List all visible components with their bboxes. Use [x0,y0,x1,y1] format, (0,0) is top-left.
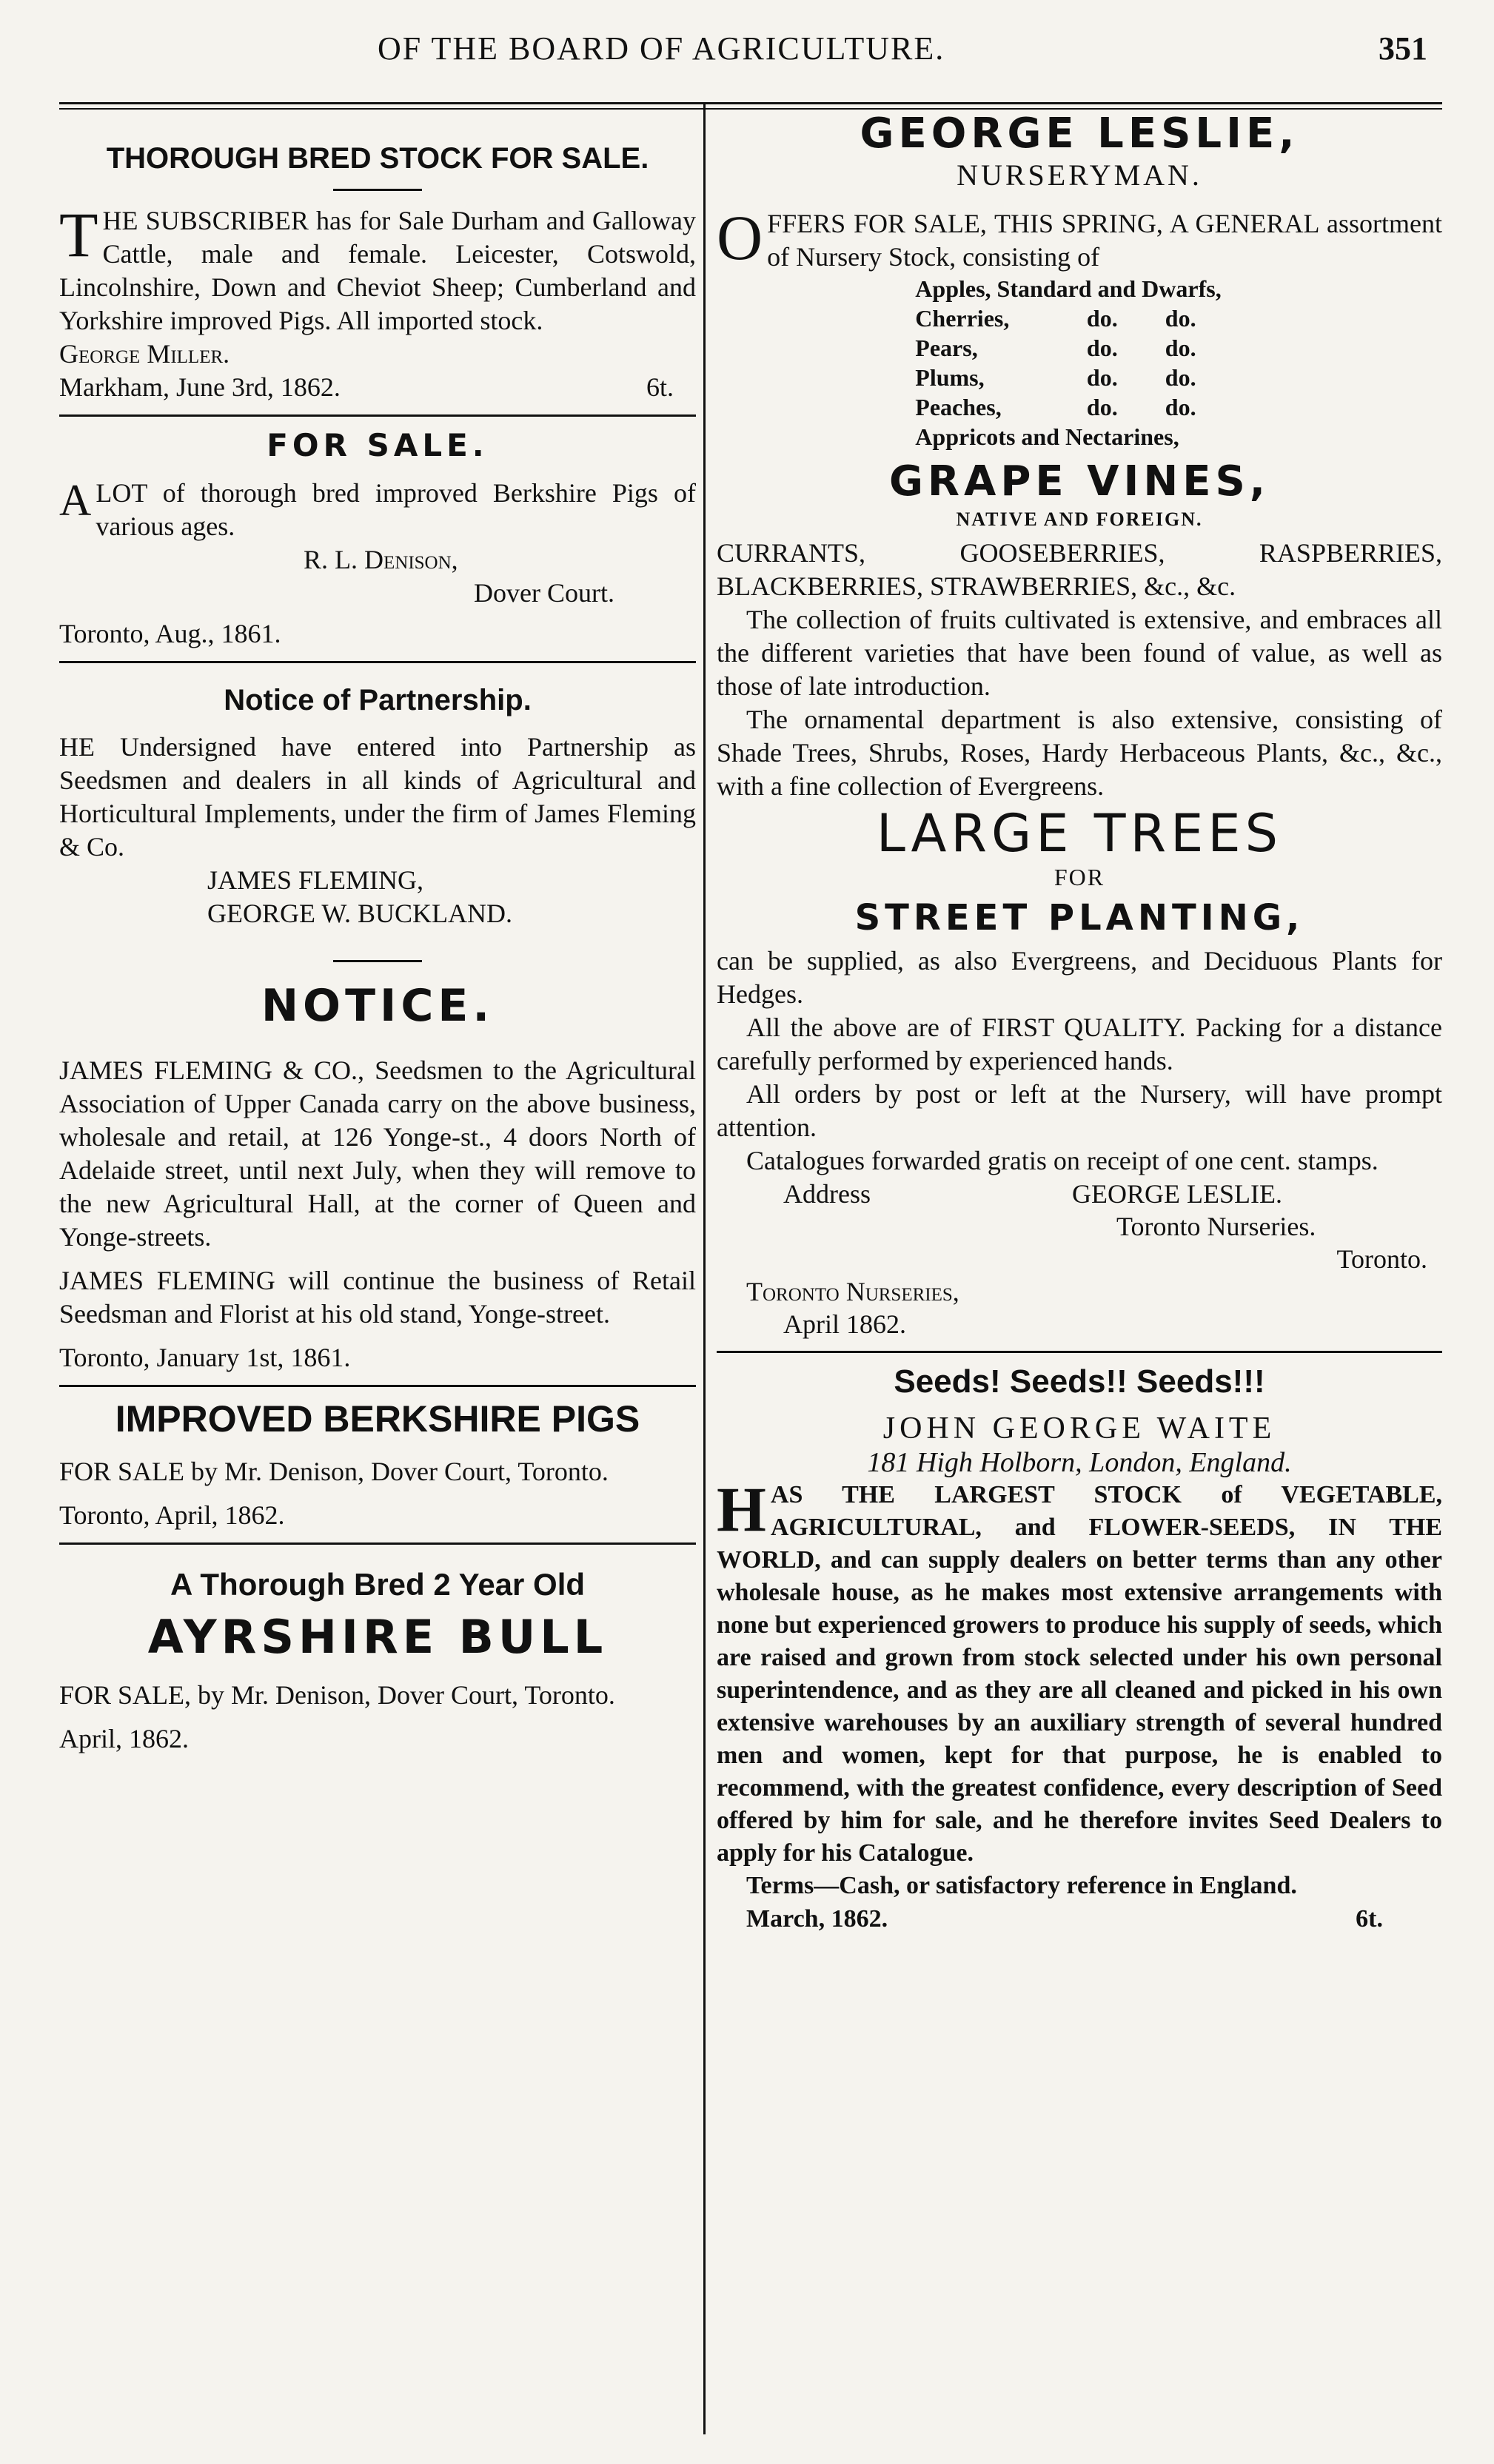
stock-variant: do. [1165,394,1196,420]
stock-item: Peaches, [915,394,1002,420]
ad-notice-of-partnership [59,684,696,962]
ad-seeds [717,1363,1442,1936]
grape-vines-sub: NATIVE AND FOREIGN. [956,508,1203,530]
ad-heading: NOTICE. [261,980,495,1032]
stock-variant: do. [1165,364,1196,391]
ad-dateline: Toronto, April, 1862. [59,1500,285,1530]
right-column [717,104,1442,2442]
ad-george-leslie [717,110,1442,1340]
ad-dateline: March, 1862. 6t. [746,1905,1383,1933]
stock-item: Appricots and Nectarines, [915,423,1179,450]
ad-improved-berkshire-pigs [59,1397,696,1532]
ad-ayrshire-bull [59,1567,696,1756]
address-line: Toronto. [1336,1244,1427,1274]
nursery-trade: NURSERYMAN. [957,158,1202,192]
stock-item: Cherries, [915,305,1010,332]
address-block [717,1178,1442,1275]
ad-paragraph: The ornamental department is also extensive, consisting of Shade Trees, Shrubs, Roses, Hardy Herbaceous Plants, &c., &c., with a fine collection of Evergreens. [717,705,1442,801]
ad-heading: IMPROVED BERKSHIRE PIGS [115,1398,640,1440]
ad-signature: George Miller. [59,339,230,369]
page-number: 351 [1379,30,1427,67]
page-header [67,30,1427,81]
nursery-name: GEORGE LESLIE, [860,110,1299,158]
ad-dateline: Toronto, January 1st, 1861. [59,1343,351,1372]
ad-dateline: Toronto, Aug., 1861. [59,619,281,648]
street-planting-heading: STREET PLANTING, [854,897,1304,939]
stock-variant: do. [1086,305,1118,332]
stock-row [915,422,1243,451]
ad-footer: Toronto Nurseries, [746,1277,959,1306]
stock-row [915,274,1243,303]
ad-intro: OFFERS FOR SALE, THIS SPRING, A GENERAL assortment of Nursery Stock, consisting of [717,202,1442,273]
stock-row [915,392,1243,422]
ad-notice [59,980,696,1374]
ad-dateline: April, 1862. [59,1724,189,1753]
ad-terms: Terms—Cash, or satisfactory reference in England. [746,1872,1297,1899]
drop-cap: A [59,476,92,525]
ad-dateline: Markham, June 3rd, 1862. 6t. [59,372,674,402]
ad-heading: A Thorough Bred 2 Year Old [170,1567,586,1602]
ad-body: THE SUBSCRIBER has for Sale Durham and Galloway Cattle, male and female. Leicester, Cotswold, Lincolnshire, Down and Cheviot Sheep; Cumberland and Yorkshire improved Pigs. All imported stock. [59,199,696,335]
partner-name: GEORGE W. BUCKLAND. [207,899,513,928]
drop-cap: H [717,1474,766,1545]
divider [333,189,422,191]
ad-paragraph: can be supplied, as also Evergreens, and Deciduous Plants for Hedges. [717,946,1442,1009]
running-head: OF THE BOARD OF AGRICULTURE. [378,30,945,67]
stock-row [915,363,1243,392]
seedsman-address: 181 High Holborn, London, England. [867,1447,1292,1478]
partner-name: JAMES FLEMING, [207,865,424,895]
ad-thorough-bred-stock [59,142,696,404]
stock-item: Pears, [915,335,978,361]
ad-footer: April 1862. [783,1309,906,1339]
large-trees-heading: LARGE TREES [876,803,1283,864]
address-name: GEORGE LESLIE. [1072,1179,1282,1209]
ad-body-2: JAMES FLEMING will continue the business of Retail Seedsman and Florist at his old stand, Yonge-street. [59,1266,696,1329]
section-rule [59,414,696,417]
ad-signature-place: Dover Court. [474,578,614,608]
stock-variant: do. [1086,335,1118,361]
address-line: Toronto Nurseries. [1116,1212,1316,1241]
ad-heading: THOROUGH BRED STOCK FOR SALE. [106,142,649,175]
ad-heading: FOR SALE. [267,427,489,463]
stock-list [915,274,1243,451]
section-rule [59,1385,696,1387]
ad-body: HAS THE LARGEST STOCK of VEGETABLE, AGRICULTURAL, and FLOWER-SEEDS, IN THE WORLD, and can supply dealers on better terms than any other wholesale house, as he makes most extensive arrangements with none but experienced growers to produce his supply of seeds, which are raised and grown from stock selected under his own personal superintendence, and as they are all cleaned and picked in his own extensive warehouses by an auxiliary strength of several hundred men and women, kept for that purpose, he is enabled to recommend, with the greatest confidence, every description of Seed offered by him for sale, and he therefore invites Seed Dealers to apply for his Catalogue. [717,1474,1442,1867]
drop-cap: T [59,199,98,270]
ad-heading: Seeds! Seeds!! Seeds!!! [894,1363,1265,1400]
stock-variant: do. [1086,394,1118,420]
ad-for-sale-pigs [59,427,696,651]
stock-variant: do. [1165,335,1196,361]
column-divider [703,104,706,2434]
ad-paragraph: The collection of fruits cultivated is extensive, and embraces all the different varieties that have been found of value, as well as those of late introduction. [717,605,1442,701]
grape-vines-heading: GRAPE VINES, [888,457,1270,506]
ad-signature: R. L. Denison, [304,545,458,574]
stock-item: Apples, Standard and Dwarfs, [915,275,1222,302]
stock-variant: do. [1165,305,1196,332]
ad-body: FOR SALE, by Mr. Denison, Dover Court, Toronto. [59,1680,615,1710]
seedsman-name: JOHN GEORGE WAITE [882,1411,1276,1446]
stock-row [915,333,1243,363]
for-word: FOR [1053,864,1105,890]
ad-heading: Notice of Partnership. [224,684,532,716]
ad-heading-large: AYRSHIRE BULL [147,1610,608,1664]
section-rule [717,1351,1442,1353]
currants-line: CURRANTS, GOOSEBERRIES, RASPBERRIES, BLACKBERRIES, STRAWBERRIES, &c., &c. [717,538,1442,601]
stock-item: Plums, [915,364,985,391]
drop-cap: O [717,202,763,273]
divider [333,960,422,962]
ad-body: JAMES FLEMING & CO., Seedsmen to the Agricultural Association of Upper Canada carry on the above business, wholesale and retail, at 126 Yonge-st., 4 doors North of Adelaide street, until next July, when they will remove to the new Agricultural Hall, at the corner of Queen and Yonge-streets. [59,1055,696,1252]
ad-body: ALOT of thorough bred improved Berkshire Pigs of various ages. [59,476,696,541]
ad-body: HE Undersigned have entered into Partnership as Seedsmen and dealers in all kinds of Agricultural and Horticultural Implements, under the firm of James Fleming & Co. [59,732,696,862]
ad-body: FOR SALE by Mr. Denison, Dover Court, Toronto. [59,1457,609,1486]
left-column [59,104,696,2442]
section-rule [59,661,696,663]
address-label: Address [783,1179,871,1209]
ad-paragraph: Catalogues forwarded gratis on receipt of one cent. stamps. [746,1146,1379,1175]
ad-paragraph: All the above are of FIRST QUALITY. Packing for a distance carefully performed by experienced hands. [717,1013,1442,1075]
ad-paragraph: All orders by post or left at the Nursery, will have prompt attention. [717,1079,1442,1142]
stock-variant: do. [1086,364,1118,391]
section-rule [59,1542,696,1545]
stock-row [915,303,1243,333]
